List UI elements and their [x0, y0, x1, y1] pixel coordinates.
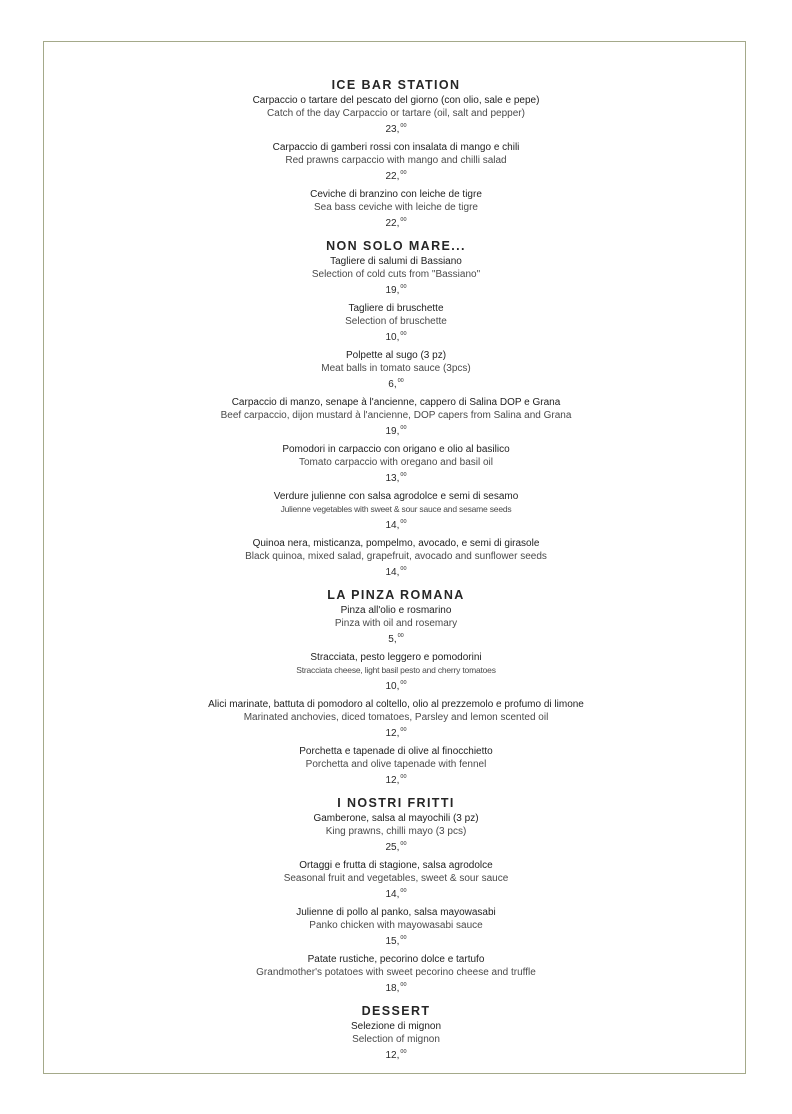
- dish-price: [0, 677, 792, 693]
- dish-name-english: Black quinoa, mixed salad, grapefruit, avocado and sunflower seeds: [245, 551, 547, 562]
- menu-item: [0, 302, 792, 344]
- dish-price: [0, 375, 792, 391]
- menu-content: [0, 77, 792, 1067]
- price-euros: 19,: [385, 285, 400, 296]
- menu-item: [0, 1020, 792, 1062]
- price-cents: 00: [400, 123, 407, 129]
- menu-item: [0, 255, 792, 297]
- menu-item: [0, 651, 792, 693]
- dish-price: [0, 516, 792, 532]
- price-euros: 12,: [385, 1050, 400, 1061]
- menu-section: [0, 587, 792, 787]
- price-euros: 25,: [385, 842, 400, 853]
- price-euros: 14,: [385, 520, 400, 531]
- price-cents: 00: [400, 841, 407, 847]
- price-euros: 5,: [388, 634, 397, 645]
- dish-name-english: Sea bass ceviche with leiche de tigre: [314, 202, 478, 213]
- price-cents: 00: [400, 472, 407, 478]
- menu-item: [0, 443, 792, 485]
- dish-name-italian: Gamberone, salsa al mayochili (3 pz): [313, 813, 479, 824]
- price-euros: 23,: [385, 124, 400, 135]
- price-cents: 00: [400, 519, 407, 525]
- menu-item: [0, 906, 792, 948]
- menu-item: [0, 812, 792, 854]
- dish-name-italian: Patate rustiche, pecorino dolce e tartufo: [307, 954, 485, 965]
- price-euros: 10,: [385, 681, 400, 692]
- menu-section: [0, 1003, 792, 1062]
- section-title: DESSERT: [361, 1004, 431, 1018]
- price-euros: 22,: [385, 218, 400, 229]
- price-cents: 00: [400, 170, 407, 176]
- dish-name-italian: Carpaccio o tartare del pescato del giorno (con olio, sale e pepe): [252, 95, 540, 106]
- menu-item: [0, 604, 792, 646]
- dish-name-italian: Alici marinate, battuta di pomodoro al coltello, olio al prezzemolo e profumo di limone: [208, 699, 584, 710]
- dish-name-italian: Stracciata, pesto leggero e pomodorini: [310, 652, 482, 663]
- dish-name-italian: Porchetta e tapenade di olive al finocchietto: [299, 746, 493, 757]
- price-cents: 00: [400, 680, 407, 686]
- dish-price: [0, 214, 792, 230]
- dish-name-italian: Ortaggi e frutta di stagione, salsa agrodolce: [299, 860, 493, 871]
- dish-price: [0, 979, 792, 995]
- dish-price: [0, 469, 792, 485]
- section-title: LA PINZA ROMANA: [327, 588, 465, 602]
- price-euros: 10,: [385, 332, 400, 343]
- dish-name-english: Selection of bruschette: [345, 316, 447, 327]
- dish-name-italian: Carpaccio di manzo, senape à l'ancienne, cappero di Salina DOP e Grana: [231, 397, 561, 408]
- dish-name-italian: Quinoa nera, misticanza, pompelmo, avocado, e semi di girasole: [252, 538, 540, 549]
- dish-name-english: Grandmother's potatoes with sweet pecorino cheese and truffle: [256, 967, 536, 978]
- menu-item: [0, 745, 792, 787]
- dish-name-english: Porchetta and olive tapenade with fennel: [305, 759, 487, 770]
- dish-price: [0, 838, 792, 854]
- dish-price: [0, 422, 792, 438]
- price-cents: 00: [400, 774, 407, 780]
- section-title: NON SOLO MARE...: [326, 239, 466, 253]
- dish-name-italian: Ceviche di branzino con leiche de tigre: [310, 189, 482, 200]
- dish-name-italian: Julienne di pollo al panko, salsa mayowasabi: [296, 907, 496, 918]
- dish-name-english: Meat balls in tomato sauce (3pcs): [321, 363, 471, 374]
- dish-name-english: Marinated anchovies, diced tomatoes, Parsley and lemon scented oil: [243, 712, 549, 723]
- price-euros: 14,: [385, 889, 400, 900]
- price-cents: 00: [400, 1049, 407, 1055]
- dish-name-english: Red prawns carpaccio with mango and chilli salad: [285, 155, 507, 166]
- dish-name-italian: Pomodori in carpaccio con origano e olio al basilico: [282, 444, 510, 455]
- price-cents: 00: [400, 331, 407, 337]
- menu-item: [0, 396, 792, 438]
- menu-item: [0, 859, 792, 901]
- dish-name-italian: Selezione di mignon: [350, 1021, 442, 1032]
- price-euros: 13,: [385, 473, 400, 484]
- dish-name-english: Pinza with oil and rosemary: [334, 618, 458, 629]
- menu-item: [0, 141, 792, 183]
- dish-name-english: Seasonal fruit and vegetables, sweet & sour sauce: [283, 873, 509, 884]
- menu-item: [0, 953, 792, 995]
- price-euros: 6,: [388, 379, 397, 390]
- dish-name-english: Selection of mignon: [352, 1034, 440, 1045]
- price-cents: 00: [397, 378, 404, 384]
- dish-price: [0, 328, 792, 344]
- dish-name-english: King prawns, chilli mayo (3 pcs): [325, 826, 467, 837]
- price-euros: 19,: [385, 426, 400, 437]
- menu-item: [0, 698, 792, 740]
- price-cents: 00: [397, 633, 404, 639]
- menu-item: [0, 94, 792, 136]
- price-euros: 12,: [385, 728, 400, 739]
- price-cents: 00: [400, 566, 407, 572]
- menu-item: [0, 490, 792, 532]
- dish-name-english: Catch of the day Carpaccio or tartare (oil, salt and pepper): [267, 108, 525, 119]
- price-cents: 00: [400, 425, 407, 431]
- dish-name-english: Selection of cold cuts from "Bassiano": [311, 269, 481, 280]
- dish-price: [0, 724, 792, 740]
- dish-name-english: Beef carpaccio, dijon mustard à l'ancienne, DOP capers from Salina and Grana: [220, 410, 572, 421]
- dish-name-italian: Pinza all'olio e rosmarino: [340, 605, 452, 616]
- dish-price: [0, 120, 792, 136]
- price-cents: 00: [400, 727, 407, 733]
- dish-price: [0, 771, 792, 787]
- price-euros: 14,: [385, 567, 400, 578]
- menu-section: [0, 795, 792, 995]
- menu-item: [0, 349, 792, 391]
- dish-price: [0, 630, 792, 646]
- dish-name-english: Panko chicken with mayowasabi sauce: [309, 920, 483, 931]
- dish-name-italian: Carpaccio di gamberi rossi con insalata di mango e chili: [272, 142, 520, 153]
- section-title: I NOSTRI FRITTI: [337, 796, 455, 810]
- menu-section: [0, 238, 792, 579]
- dish-name-italian: Tagliere di salumi di Bassiano: [330, 256, 462, 267]
- dish-name-english: Stracciata cheese, light basil pesto and cherry tomatoes: [296, 665, 496, 675]
- menu-section: [0, 77, 792, 230]
- dish-price: [0, 932, 792, 948]
- price-euros: 12,: [385, 775, 400, 786]
- dish-price: [0, 885, 792, 901]
- price-cents: 00: [400, 935, 407, 941]
- menu-item: [0, 188, 792, 230]
- menu-item: [0, 537, 792, 579]
- dish-name-english: Tomato carpaccio with oregano and basil oil: [299, 457, 493, 468]
- dish-price: [0, 563, 792, 579]
- price-cents: 00: [400, 982, 407, 988]
- price-cents: 00: [400, 284, 407, 290]
- price-euros: 18,: [385, 983, 400, 994]
- dish-price: [0, 1046, 792, 1062]
- section-title: ICE BAR STATION: [331, 78, 461, 92]
- dish-name-italian: Verdure julienne con salsa agrodolce e semi di sesamo: [273, 491, 519, 502]
- dish-price: [0, 281, 792, 297]
- dish-name-english: Julienne vegetables with sweet & sour sauce and sesame seeds: [280, 504, 512, 514]
- dish-name-italian: Tagliere di bruschette: [348, 303, 444, 314]
- price-euros: 15,: [385, 936, 400, 947]
- price-cents: 00: [400, 888, 407, 894]
- price-cents: 00: [400, 217, 407, 223]
- dish-price: [0, 167, 792, 183]
- price-euros: 22,: [385, 171, 400, 182]
- dish-name-italian: Polpette al sugo (3 pz): [345, 350, 447, 361]
